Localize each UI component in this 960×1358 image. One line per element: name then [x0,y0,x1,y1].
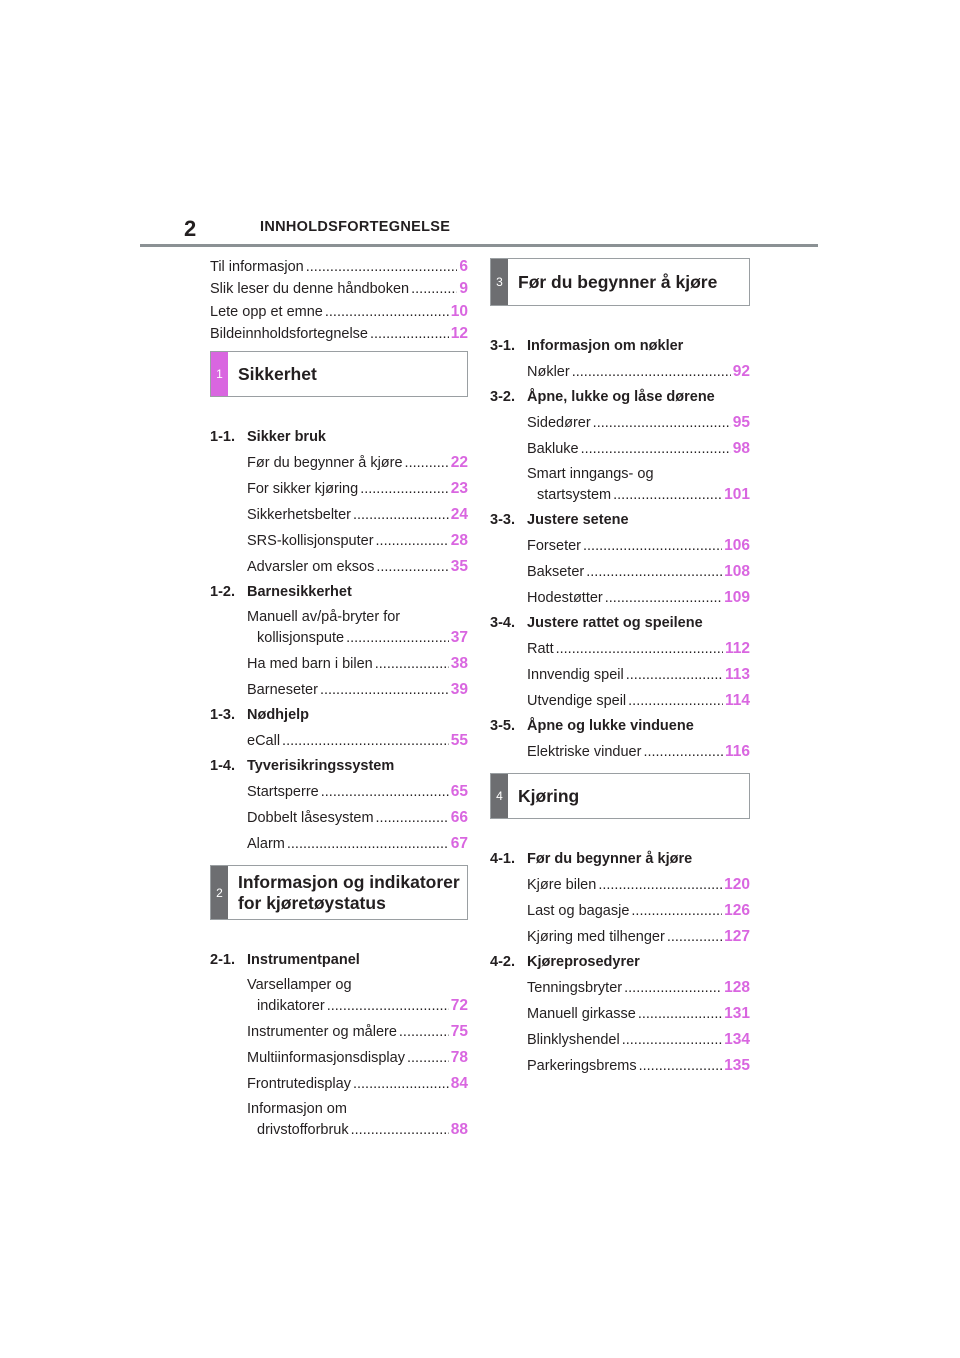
subsection-title: Justere rattet og speilene [527,615,703,631]
toc-entry[interactable] [247,730,468,752]
toc-entry[interactable] [527,587,750,609]
section-heading-1 [210,351,468,397]
dot-leader [411,279,457,300]
subsection-heading [210,756,468,777]
section-tab: 3 [491,259,508,305]
toc-entry-title: Slik leser du denne håndboken [210,281,410,298]
section-tab: 2 [211,866,228,919]
page-link[interactable]: 9 [459,280,468,298]
page-link[interactable]: 112 [724,640,750,657]
subsection-number: 3-4. [490,615,515,631]
toc-entry[interactable] [247,452,468,474]
dot-leader [586,562,722,583]
toc-entry-title: Blinklyshendel [527,1032,620,1048]
dot-leader [613,485,722,506]
page-number: 2 [184,216,197,241]
dot-leader [593,413,731,434]
dot-leader [626,665,723,686]
section-title-line: Informasjon og indikatorer [238,871,460,892]
toc-entry-title: Barneseter [247,682,318,699]
dot-leader [375,654,449,675]
toc-entry-title: Til informasjon [210,259,304,275]
subsection-number: 3-2. [490,389,515,405]
subsection-number: 3-3. [490,512,515,528]
toc-entry[interactable] [527,977,750,999]
page-link[interactable]: 78 [450,1049,468,1067]
toc-entry[interactable] [247,653,468,675]
page-link[interactable]: 39 [450,681,468,699]
toc-entry-title: SRS-kollisjonsputer [247,533,374,550]
toc-entry-title: Lete opp et emne [210,303,323,320]
page-link[interactable]: 24 [450,506,468,524]
toc-entry[interactable] [247,1021,468,1043]
dot-leader [572,362,731,383]
subsection-number: 1-2. [210,584,235,601]
dot-leader [583,536,722,557]
toc-entry-title-line1: Smart inngangs- og [527,466,654,482]
toc-entry-title: eCall [247,733,281,750]
dot-leader [287,834,449,855]
toc-entry-title: Nøkler [527,364,570,380]
toc-entry-wrapped [247,975,468,1017]
toc-entry[interactable] [527,1003,750,1025]
subsection-title: Åpne og lukke vinduene [527,718,694,734]
page-link[interactable]: 128 [724,979,750,996]
dot-leader [631,901,722,922]
dot-leader [556,639,723,660]
toc-entry[interactable] [247,530,468,552]
section-title: Sikkerhet [238,363,317,384]
toc-entry[interactable] [247,679,468,701]
subsection-number: 3-5. [490,718,515,734]
toc-entry-title: Kjøre bilen [527,877,597,893]
dot-leader [306,257,458,278]
toc-entry[interactable] [527,874,750,896]
dot-leader [282,731,449,752]
toc-entry-title: Alarm [247,836,285,853]
toc-entry[interactable] [210,278,468,300]
section-heading-3 [490,258,750,306]
page-link[interactable]: 37 [450,629,468,647]
toc-entry-title: For sikker kjøring [247,481,359,498]
page-link[interactable]: 28 [450,532,468,550]
page-link[interactable]: 127 [724,928,750,945]
subsection-title: Justere setene [527,512,629,528]
subsection-heading [490,336,750,357]
toc-entry[interactable] [527,1029,750,1051]
subsection-title: Tyverisikringssystem [247,758,395,775]
dot-leader [327,996,449,1017]
dot-leader [360,479,449,500]
subsection-number: 2-1. [210,952,235,969]
toc-entry-title: Bakluke [527,441,579,457]
dot-leader [407,1048,449,1069]
toc-entry-title: Last og bagasje [527,903,630,919]
page-link[interactable]: 106 [724,537,750,554]
toc-entry[interactable] [527,638,750,660]
subsection-heading [490,510,750,531]
page-link[interactable]: 6 [459,258,468,275]
dot-leader [667,927,722,948]
toc-right-column [490,256,750,1081]
page-link[interactable]: 134 [724,1031,750,1048]
page-link[interactable]: 95 [732,414,750,431]
subsection-heading [210,705,468,726]
page-link[interactable]: 88 [450,1121,468,1139]
dot-leader [353,1074,449,1095]
page-link[interactable]: 113 [724,666,750,683]
toc-entry-title: Frontrutedisplay [247,1076,351,1093]
subsection-title: Sikker bruk [247,429,326,446]
toc-entry-title: Sidedører [527,415,591,431]
toc-entry-wrapped [527,464,750,506]
subsection-heading [490,952,750,973]
subsection-heading [490,387,750,408]
toc-entry[interactable] [247,781,468,803]
page-link[interactable]: 108 [724,563,750,580]
page-link[interactable]: 84 [450,1075,468,1093]
toc-entry-wrapped [247,1099,468,1141]
section-title: Kjøring [518,785,580,806]
toc-entry[interactable] [537,484,750,506]
toc-entry-title: Ratt [527,641,554,657]
toc-entry-title-line1: Informasjon om [247,1101,347,1118]
toc-entry-wrapped [247,607,468,649]
page-link[interactable]: 23 [450,480,468,498]
toc-entry-title-line1: Varsellamper og [247,977,352,994]
page-link[interactable]: 75 [450,1023,468,1041]
dot-leader [325,302,449,323]
toc-entry-title: Bakseter [527,564,585,580]
page-link[interactable]: 131 [724,1005,750,1022]
subsection-heading [210,427,468,448]
page-link[interactable]: 126 [724,902,750,919]
page-link[interactable]: 98 [732,440,750,457]
toc-entry-title: Utvendige speil [527,693,627,709]
toc-entry[interactable] [527,361,750,383]
page-link[interactable]: 35 [450,558,468,576]
dot-leader [353,505,449,526]
page-link[interactable]: 12 [450,324,468,342]
page-link[interactable]: 55 [450,732,468,750]
toc-entry[interactable] [210,301,468,323]
page-link[interactable]: 38 [450,655,468,673]
subsection-title: Nødhjelp [247,707,310,724]
dot-leader [622,1030,722,1051]
toc-entry-title: Elektriske vinduer [527,744,642,760]
toc-entry-title: Startsperre [247,784,319,801]
dot-leader [598,875,722,896]
page-link[interactable]: 101 [724,486,750,503]
toc-entry-title: Kjøring med tilhenger [527,929,665,945]
toc-entry-title: Dobbelt låsesystem [247,810,374,827]
subsection-title: Kjøreprosedyrer [527,954,640,970]
subsection-heading [210,950,468,971]
toc-entry[interactable] [527,741,750,763]
subsection-title: Informasjon om nøkler [527,338,684,354]
toc-entry[interactable] [247,478,468,500]
toc-entry[interactable] [247,833,468,855]
subsection-heading [210,582,468,603]
header-rule [140,244,818,247]
toc-entry-title: Forseter [527,538,581,554]
page-link[interactable]: 67 [450,835,468,853]
section-title: Før du begynner å kjøre [518,271,718,292]
subsection-heading [490,849,750,870]
dot-leader [399,1022,449,1043]
page-link[interactable]: 66 [450,809,468,827]
subsection-number: 1-4. [210,758,235,775]
subsection-title: Åpne, lukke og låse dørene [527,389,715,405]
toc-entry[interactable] [247,1073,468,1095]
toc-entry-title: Advarsler om eksos [247,559,375,576]
toc-entry-title: Instrumenter og målere [247,1024,397,1041]
subsection-heading [490,613,750,634]
toc-entry[interactable] [257,1119,468,1141]
dot-leader [405,453,449,474]
section-heading-4 [490,773,750,819]
dot-leader [370,324,449,345]
toc-entry-title: Hodestøtter [527,590,603,606]
toc-entry[interactable] [210,323,468,345]
dot-leader [376,531,449,552]
page-link[interactable]: 116 [724,743,750,760]
section-heading-2 [210,865,468,920]
page-link[interactable]: 135 [724,1057,750,1074]
page-link[interactable]: 114 [724,692,750,709]
toc-entry[interactable] [527,664,750,686]
dot-leader [376,808,449,829]
dot-leader [639,1056,723,1077]
toc-entry-title: Manuell girkasse [527,1006,636,1022]
toc-entry-title: Parkeringsbrems [527,1058,637,1074]
page-link[interactable]: 65 [450,783,468,801]
dot-leader [628,691,723,712]
subsection-number: 1-1. [210,429,235,446]
dot-leader [351,1120,449,1141]
toc-entry[interactable] [527,438,750,460]
toc-entry-title: drivstofforbruk [257,1122,349,1139]
subsection-number: 4-1. [490,851,515,867]
toc-entry-title: kollisjonspute [257,630,345,647]
dot-leader [581,439,731,460]
toc-entry[interactable] [527,690,750,712]
toc-entry[interactable] [247,807,468,829]
toc-entry-title: Tenningsbryter [527,980,623,996]
dot-leader [638,1004,722,1025]
toc-left-column [210,256,468,1145]
toc-entry[interactable] [527,535,750,557]
section-title [238,866,460,919]
page-link[interactable]: 120 [724,876,750,893]
dot-leader [321,782,449,803]
toc-entry-title: Innvendig speil [527,667,624,683]
dot-leader [624,978,722,999]
toc-entry-title: Sikkerhetsbelter [247,507,351,524]
subsection-heading [490,716,750,737]
toc-entry-title: Multiinformasjonsdisplay [247,1050,405,1067]
subsection-number: 4-2. [490,954,515,970]
toc-entry[interactable] [247,556,468,578]
toc-entry[interactable] [210,256,468,278]
page-link[interactable]: 92 [732,363,750,380]
toc-entry[interactable] [257,995,468,1017]
toc-entry-title: Før du begynner å kjøre [247,455,403,472]
dot-leader [346,628,449,649]
toc-entry[interactable] [527,1055,750,1077]
toc-entry-title: Ha med barn i bilen [247,656,373,673]
section-tab: 4 [491,774,508,818]
toc-entry[interactable] [247,1047,468,1069]
subsection-title: Før du begynner å kjøre [527,851,693,867]
toc-entry[interactable] [527,926,750,948]
dot-leader [376,557,448,578]
section-title-line: for kjøretøystatus [238,892,386,913]
page-link[interactable]: 22 [450,454,468,472]
header-title: INNHOLDSFORTEGNELSE [260,219,451,235]
toc-entry[interactable] [527,900,750,922]
toc-entry[interactable] [257,627,468,649]
dot-leader [605,588,722,609]
toc-entry-title: Bildeinnholdsfortegnelse [210,325,368,342]
toc-entry-title: startsystem [537,487,612,503]
page-header [140,212,818,246]
page-link[interactable]: 72 [450,997,468,1015]
toc-entry[interactable] [527,561,750,583]
dot-leader [320,680,449,701]
subsection-title: Instrumentpanel [247,952,360,969]
subsection-number: 1-3. [210,707,235,724]
toc-entry-title-line1: Manuell av/på-bryter for [247,609,401,626]
subsection-title: Barnesikkerhet [247,584,352,601]
toc-entry-title: indikatorer [257,998,325,1015]
section-tab: 1 [211,352,228,396]
toc-entry[interactable] [527,412,750,434]
page-link[interactable]: 10 [450,302,468,320]
page-link[interactable]: 109 [724,589,750,606]
toc-entry[interactable] [247,504,468,526]
dot-leader [643,742,723,763]
subsection-number: 3-1. [490,338,515,354]
